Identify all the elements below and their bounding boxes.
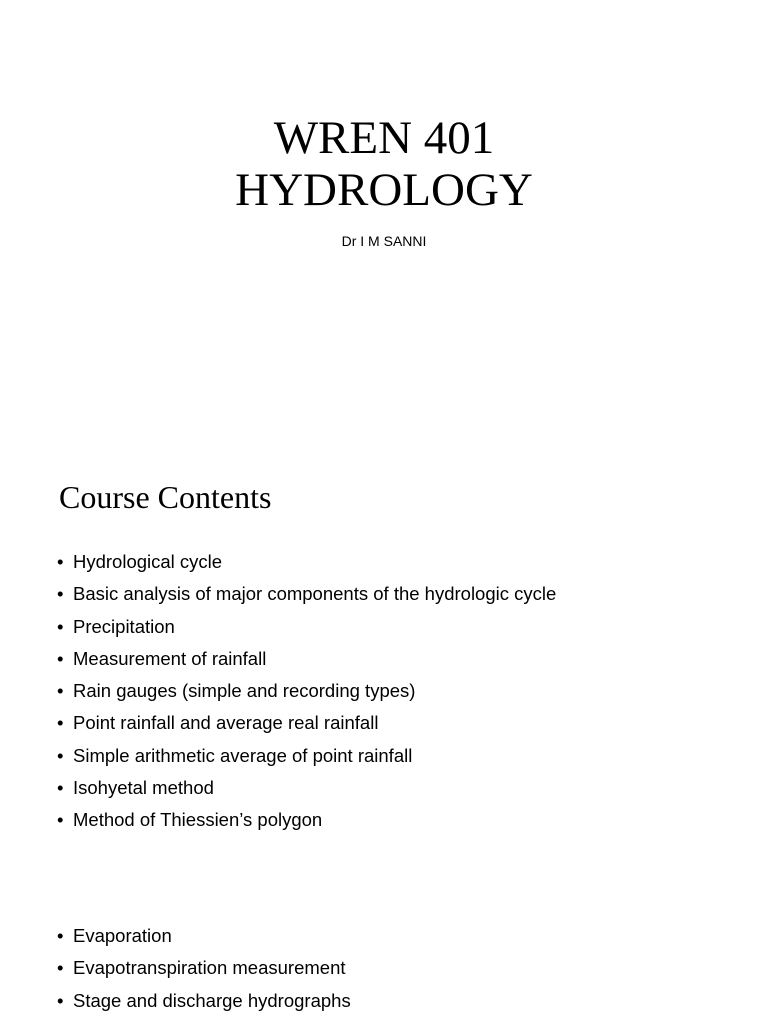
list-item <box>57 546 556 578</box>
bullet-icon: • <box>57 615 64 637</box>
list-item <box>57 611 556 643</box>
title-line-course-name: HYDROLOGY <box>235 164 533 216</box>
list-item <box>57 952 351 984</box>
list-item-text: Basic analysis of major components of the hydrologic cycle <box>73 583 557 605</box>
list-item-text: Rain gauges (simple and recording types) <box>73 680 416 702</box>
bullet-icon: • <box>57 583 64 605</box>
course-contents-list-continued <box>57 920 351 1017</box>
list-item-text: Point rainfall and average real rainfall <box>73 712 379 734</box>
list-item <box>57 985 351 1017</box>
bullet-icon: • <box>57 989 64 1011</box>
list-item-text: Precipitation <box>73 615 175 637</box>
title-line-course-code: WREN 401 <box>273 112 495 164</box>
list-item-text: Method of Thiessien’s polygon <box>73 809 323 831</box>
list-item <box>57 740 556 772</box>
course-contents-list <box>57 546 556 837</box>
list-item <box>57 920 351 952</box>
list-item-text: Simple arithmetic average of point rainfall <box>73 744 413 766</box>
list-item <box>57 675 556 707</box>
bullet-icon: • <box>57 712 64 734</box>
bullet-icon: • <box>57 744 64 766</box>
bullet-icon: • <box>57 925 64 946</box>
list-item <box>57 804 556 836</box>
section-heading: Course Contents <box>59 479 272 515</box>
bullet-icon: • <box>57 809 64 831</box>
author-name: Dr I M SANNI <box>341 233 427 249</box>
list-item-text: Evapotranspiration measurement <box>73 957 346 979</box>
list-item <box>57 772 556 804</box>
bullet-icon: • <box>57 551 64 572</box>
bullet-icon: • <box>57 647 64 669</box>
list-item <box>57 643 556 675</box>
list-item-text: Measurement of rainfall <box>73 647 267 669</box>
bullet-icon: • <box>57 957 64 979</box>
list-item <box>57 707 556 739</box>
bullet-icon: • <box>57 680 64 702</box>
list-item <box>57 578 556 610</box>
list-item-text: Hydrological cycle <box>73 551 223 572</box>
list-item-text: Stage and discharge hydrographs <box>73 989 351 1011</box>
list-item-text: Isohyetal method <box>73 777 214 799</box>
list-item-text: Evaporation <box>73 925 172 946</box>
bullet-icon: • <box>57 777 64 799</box>
slide-title <box>0 112 768 216</box>
